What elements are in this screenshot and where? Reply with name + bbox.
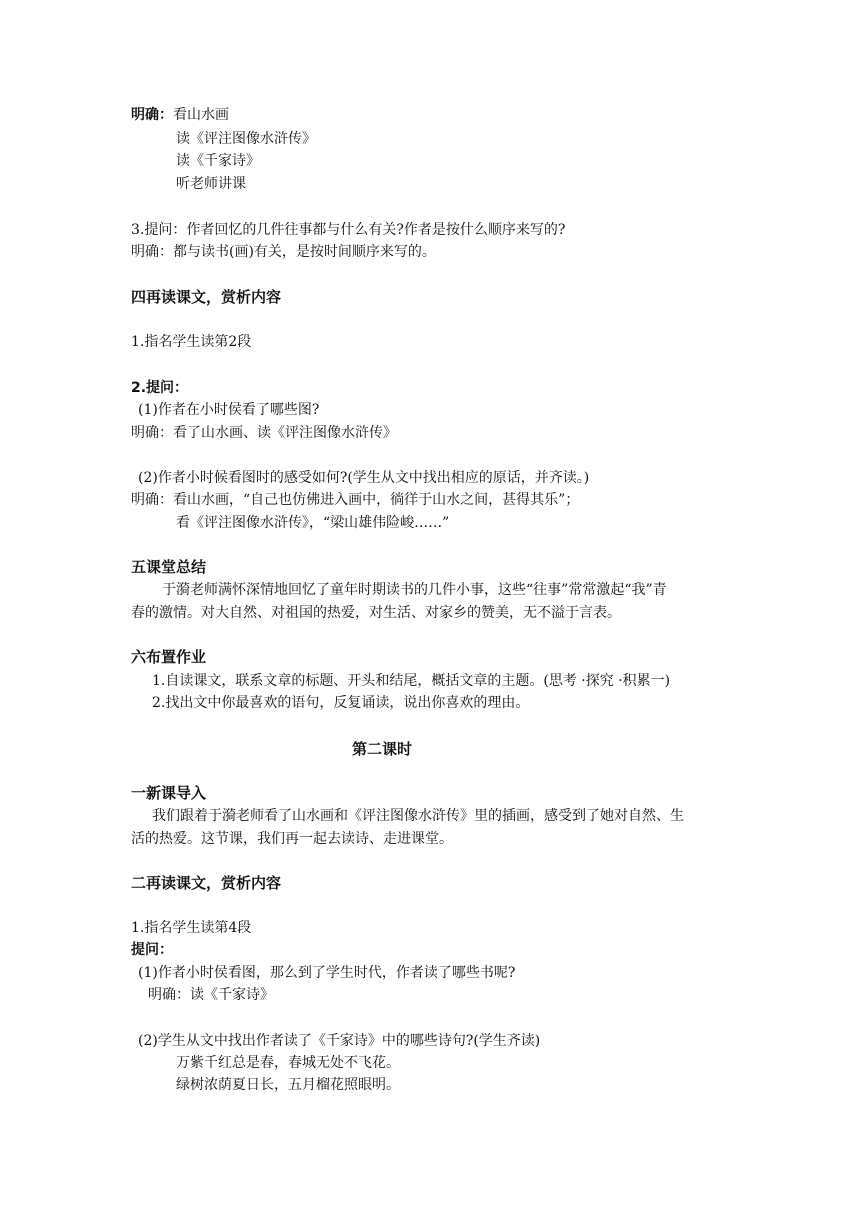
section-4-answer-2-cont: 看《评注图像水浒传》，“梁山雄伟险峻……” — [176, 515, 450, 531]
section-2-answer-1: 明确：读《千家诗》 — [148, 987, 274, 1003]
section-2-question-label: 提问： — [131, 942, 173, 958]
section-4-heading: 四再读课文，赏析内容 — [131, 288, 282, 306]
homework-item-1: 1.自读课文，联系文章的标题、开头和结尾，概括文章的主题。(思考 ·探究 ·积累一) — [152, 673, 671, 689]
section-4-item-2-label: 2.提问： — [131, 380, 189, 396]
answer-label: 明确： — [131, 107, 173, 123]
section-5-paragraph-line-2: 春的激情。对大自然、对祖国的热爱，对生活、对家乡的赞美，无不溢于言表。 — [131, 605, 621, 621]
section-4-answer-1: 明确：看了山水画、读《评注图像水浒传》 — [131, 425, 397, 441]
question-3: 3.提问：作者回忆的几件往事都与什么有关?作者是按什么顺序来写的? — [131, 222, 566, 238]
section-1-paragraph-line-2: 活的热爱。这节课，我们再一起去读诗、走进课堂。 — [131, 831, 453, 847]
section-2-question-1: (1)作者小时侯看图，那么到了学生时代，作者读了哪些书呢? — [138, 965, 516, 981]
homework-item-2: 2.找出文中你最喜欢的语句，反复诵读，说出你喜欢的理由。 — [152, 695, 530, 711]
section-4-answer-2: 明确：看山水画，“自己也仿佛进入画中，徜徉于山水之间，甚得其乐”； — [131, 492, 580, 508]
section-4-question-2: (2)作者小时候看图时的感受如何?(学生从文中找出相应的原话，并齐读。) — [138, 470, 590, 486]
answer-3: 明确：都与读书(画)有关，是按时间顺序来写的。 — [131, 244, 436, 260]
section-5-paragraph-line-1: 于漪老师满怀深情地回忆了童年时期读书的几件小事，这些“往事”常常激起“我”青 — [162, 582, 667, 598]
section-6-heading: 六布置作业 — [131, 648, 207, 666]
section-2-item-1: 1.指名学生读第4段 — [131, 920, 252, 936]
poem-line-2: 绿树浓荫夏日长，五月榴花照眼明。 — [176, 1077, 400, 1093]
answer-line-1: 明确：看山水画 — [131, 107, 229, 123]
answer-line-3: 读《千家诗》 — [176, 153, 260, 169]
section-1-paragraph-line-1: 我们跟着于漪老师看了山水画和《评注图像水浒传》里的插画，感受到了她对自然、生 — [152, 808, 684, 824]
section-2-heading: 二再读课文，赏析内容 — [131, 874, 282, 892]
lesson-2-title: 第二课时 — [352, 740, 413, 758]
section-4-item-1: 1.指名学生读第2段 — [131, 334, 252, 350]
section-4-question-1: (1)作者在小时侯看了哪些图? — [138, 402, 320, 418]
answer-line-2: 读《评注图像水浒传》 — [176, 131, 316, 147]
section-2-question-2: (2)学生从文中找出作者读了《千家诗》中的哪些诗句?(学生齐读) — [138, 1033, 541, 1049]
answer-line-4: 听老师讲课 — [176, 176, 246, 192]
section-1-heading: 一新课导入 — [131, 784, 207, 802]
section-5-heading: 五课堂总结 — [131, 558, 207, 576]
poem-line-1: 万紫千红总是春，春城无处不飞花。 — [176, 1055, 400, 1071]
